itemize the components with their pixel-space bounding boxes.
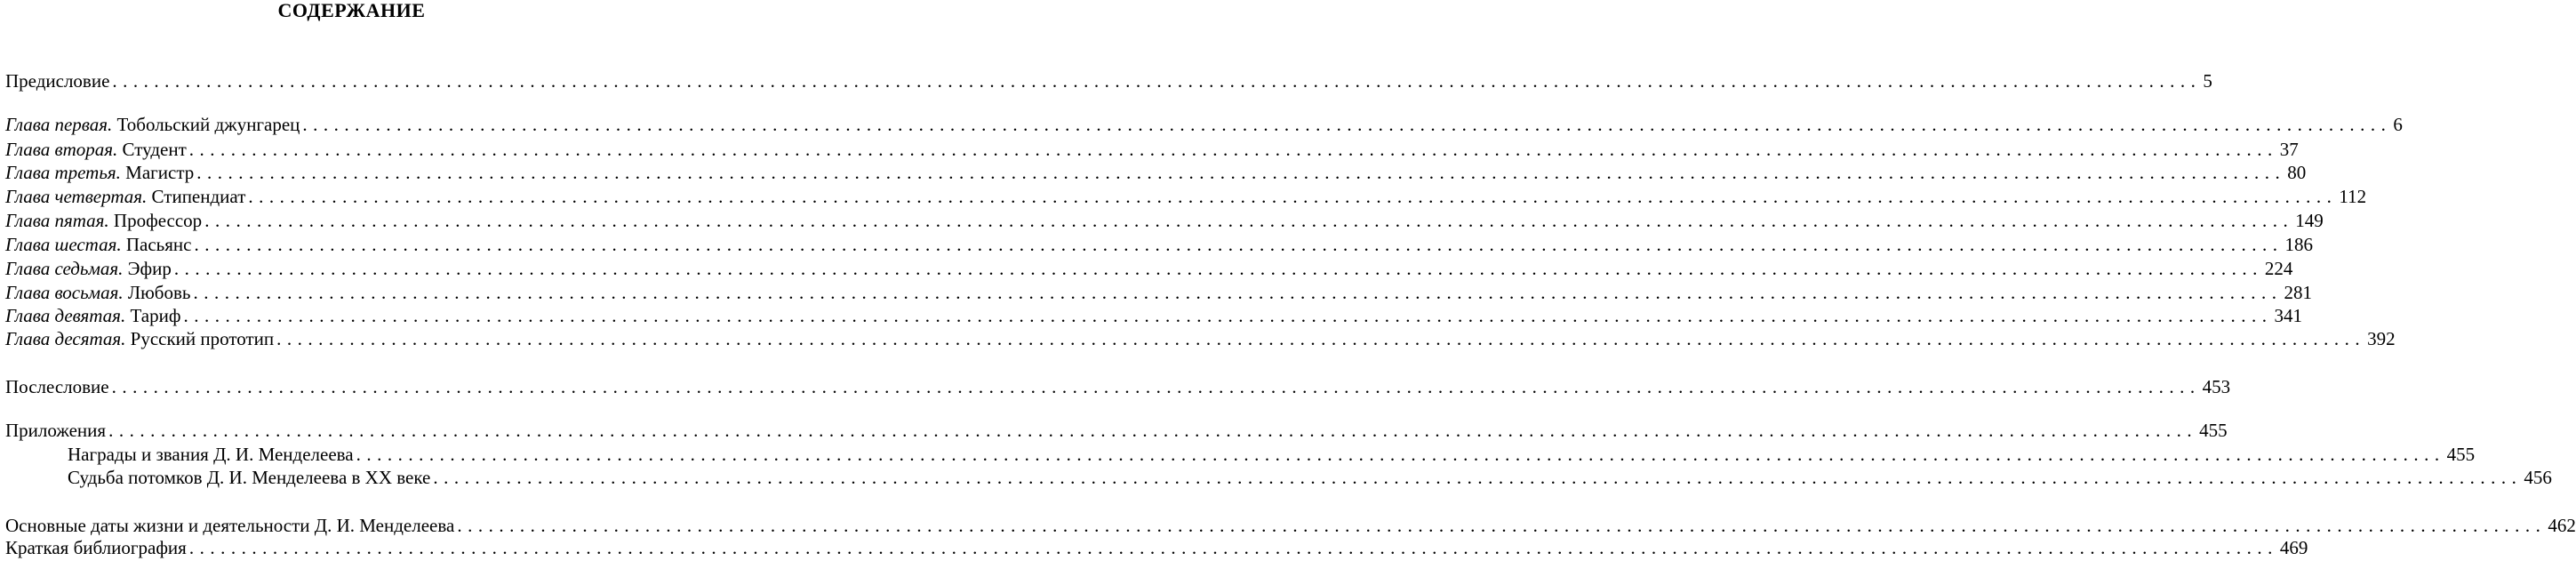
entry-page-number: 112 xyxy=(2339,186,2367,207)
toc-entry-key-dates xyxy=(5,514,2576,537)
chapter-label: Глава третья. xyxy=(5,162,121,183)
dot-leader: ........................................................................................................................................................................................................ xyxy=(183,305,2273,326)
entry-title: Глава десятая. Русский прототип xyxy=(5,328,275,349)
toc-entry-appendices xyxy=(5,419,2228,442)
entry-page-number: 455 xyxy=(2446,444,2476,465)
dot-leader: ........................................................................................................................................................................................................ xyxy=(433,467,2523,488)
entry-title: Глава первая. Тобольский джунгарец xyxy=(5,114,300,135)
dot-leader: ........................................................................................................................................................................................................ xyxy=(193,282,2283,303)
entry-page-number: 149 xyxy=(2295,210,2324,231)
dot-leader: ........................................................................................................................................................................................................ xyxy=(188,139,2278,160)
entry-page-number: 392 xyxy=(2367,328,2396,349)
toc-entry-preface xyxy=(5,69,2212,92)
entry-page-number: 80 xyxy=(2287,162,2307,183)
toc-entry-chapter-7 xyxy=(5,257,2293,280)
entry-title: Краткая библиография xyxy=(5,537,187,558)
toc-entry-chapter-4 xyxy=(5,185,2367,208)
entry-page-number: 281 xyxy=(2284,282,2312,303)
toc-entry-chapter-2 xyxy=(5,138,2299,161)
entry-title: Глава восьмая. Любовь xyxy=(5,282,191,303)
entry-page-number: 456 xyxy=(2524,467,2552,488)
dot-leader: ........................................................................................................................................................................................................ xyxy=(356,444,2445,465)
chapter-label: Глава первая. xyxy=(5,114,113,135)
toc-entry-bibliography xyxy=(5,536,2308,559)
chapter-label: Глава четвертая. xyxy=(5,186,148,207)
dot-leader: ........................................................................................................................................................................................................ xyxy=(173,258,2263,279)
entry-page-number: 462 xyxy=(2548,515,2576,536)
entry-page-number: 469 xyxy=(2279,537,2308,558)
dot-leader: ........................................................................................................................................................................................................ xyxy=(194,234,2284,255)
dot-leader: ........................................................................................................................................................................................................ xyxy=(112,70,2202,92)
entry-page-number: 186 xyxy=(2284,234,2313,255)
toc-entry-chapter-8 xyxy=(5,281,2312,304)
chapter-label: Глава седьмая. xyxy=(5,258,124,279)
toc-entry-chapter-9 xyxy=(5,304,2302,327)
entry-title: Основные даты жизни и деятельности Д. И. Менделеева xyxy=(5,515,455,536)
entry-page-number: 37 xyxy=(2279,139,2299,160)
toc-entry-descendants xyxy=(68,466,2552,489)
chapter-label: Глава девятая. xyxy=(5,305,126,326)
entry-page-number: 6 xyxy=(2393,114,2403,135)
entry-title: Награды и звания Д. И. Менделеева xyxy=(68,444,354,465)
dot-leader: ........................................................................................................................................................................................................ xyxy=(276,328,2366,349)
entry-title: Предисловие xyxy=(5,70,110,92)
chapter-label: Глава пятая. xyxy=(5,210,109,231)
entry-title: Глава седьмая. Эфир xyxy=(5,258,172,279)
dot-leader: ........................................................................................................................................................................................................ xyxy=(111,376,2201,397)
entry-title: Глава девятая. Тариф xyxy=(5,305,181,326)
toc-entry-chapter-1 xyxy=(5,113,2403,136)
toc-entry-chapter-10 xyxy=(5,327,2396,350)
dot-leader: ........................................................................................................................................................................................................ xyxy=(196,162,2286,183)
entry-title: Глава четвертая. Стипендиат xyxy=(5,186,246,207)
dot-leader: ........................................................................................................................................................................................................ xyxy=(108,420,2198,441)
entry-page-number: 341 xyxy=(2274,305,2302,326)
toc-entry-chapter-5 xyxy=(5,209,2324,232)
entry-title: Судьба потомков Д. И. Менделеева в XX веке xyxy=(68,467,431,488)
entry-page-number: 224 xyxy=(2264,258,2293,279)
entry-page-number: 455 xyxy=(2199,420,2228,441)
entry-title: Послесловие xyxy=(5,376,109,397)
toc-entry-awards xyxy=(68,443,2476,466)
entry-page-number: 453 xyxy=(2202,376,2231,397)
dot-leader: ........................................................................................................................................................................................................ xyxy=(204,210,2294,231)
entry-title: Глава пятая. Профессор xyxy=(5,210,203,231)
chapter-label: Глава вторая. xyxy=(5,139,118,160)
entry-title: Приложения xyxy=(5,420,107,441)
dot-leader: ........................................................................................................................................................................................................ xyxy=(188,537,2278,558)
toc-entry-chapter-3 xyxy=(5,161,2307,184)
chapter-label: Глава десятая. xyxy=(5,328,126,349)
page-title: СОДЕРЖАНИЕ xyxy=(277,0,426,21)
entry-title: Глава третья. Магистр xyxy=(5,162,195,183)
entry-title: Глава шестая. Пасьянс xyxy=(5,234,192,255)
dot-leader: ........................................................................................................................................................................................................ xyxy=(457,515,2547,536)
dot-leader: ........................................................................................................................................................................................................ xyxy=(302,114,2392,135)
entry-title: Глава вторая. Студент xyxy=(5,139,187,160)
chapter-label: Глава шестая. xyxy=(5,234,122,255)
entry-page-number: 5 xyxy=(2203,70,2212,92)
toc-entry-afterword xyxy=(5,375,2231,398)
chapter-label: Глава восьмая. xyxy=(5,282,124,303)
dot-leader: ........................................................................................................................................................................................................ xyxy=(248,186,2338,207)
toc-entry-chapter-6 xyxy=(5,233,2313,256)
